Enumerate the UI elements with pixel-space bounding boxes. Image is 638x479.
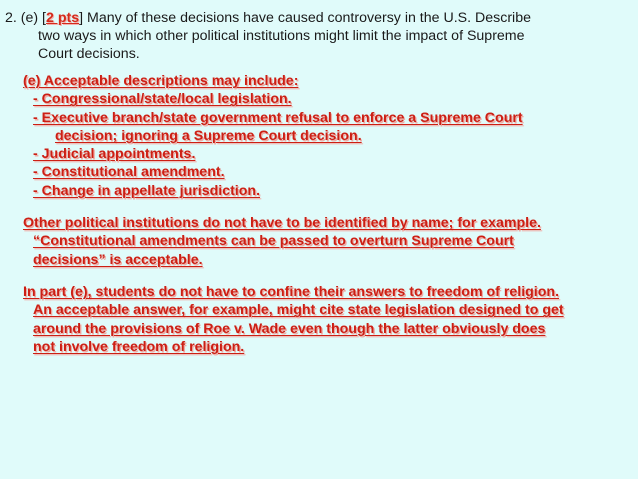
description-item-continuation: decision; ignoring a Supreme Court decision.	[55, 127, 362, 144]
institutions-note	[0, 214, 638, 269]
question-line-3: Court decisions.	[38, 46, 140, 62]
institutions-note-line: “Constitutional amendments can be passed to overturn Supreme Court	[33, 233, 514, 250]
acceptable-descriptions	[0, 72, 638, 200]
question-line-1-rest: ] Many of these decisions have caused controversy in the U.S. Describe	[79, 10, 531, 26]
institutions-note-line: Other political institutions do not have to be identified by name; for example.	[23, 215, 541, 231]
religion-note-line: not involve freedom of religion.	[33, 338, 245, 355]
religion-note-line: An acceptable answer, for example, might cite state legislation designed to get	[33, 302, 564, 319]
religion-note-line: around the provisions of Roe v. Wade even though the latter obviously does	[33, 320, 546, 337]
description-item: - Executive branch/state government refusal to enforce a Supreme Court	[33, 109, 523, 126]
description-item: - Judicial appointments.	[33, 146, 196, 163]
question-line-1	[5, 9, 630, 27]
question-prefix: 2. (e) [	[5, 10, 46, 26]
institutions-note-line: decisions” is acceptable.	[33, 251, 203, 268]
description-item: - Change in appellate jurisdiction.	[33, 182, 261, 199]
question-line-2: two ways in which other political institutions might limit the impact of Supreme	[38, 28, 525, 44]
question-text	[5, 9, 630, 63]
description-item: - Constitutional amendment.	[33, 164, 225, 181]
points-label: 2 pts	[46, 10, 80, 26]
description-item: - Congressional/state/local legislation.	[33, 91, 292, 108]
religion-note	[0, 283, 638, 356]
descriptions-heading: (e) Acceptable descriptions may include:	[23, 73, 299, 89]
religion-note-line: In part (e), students do not have to confine their answers to freedom of religion.	[23, 284, 560, 300]
